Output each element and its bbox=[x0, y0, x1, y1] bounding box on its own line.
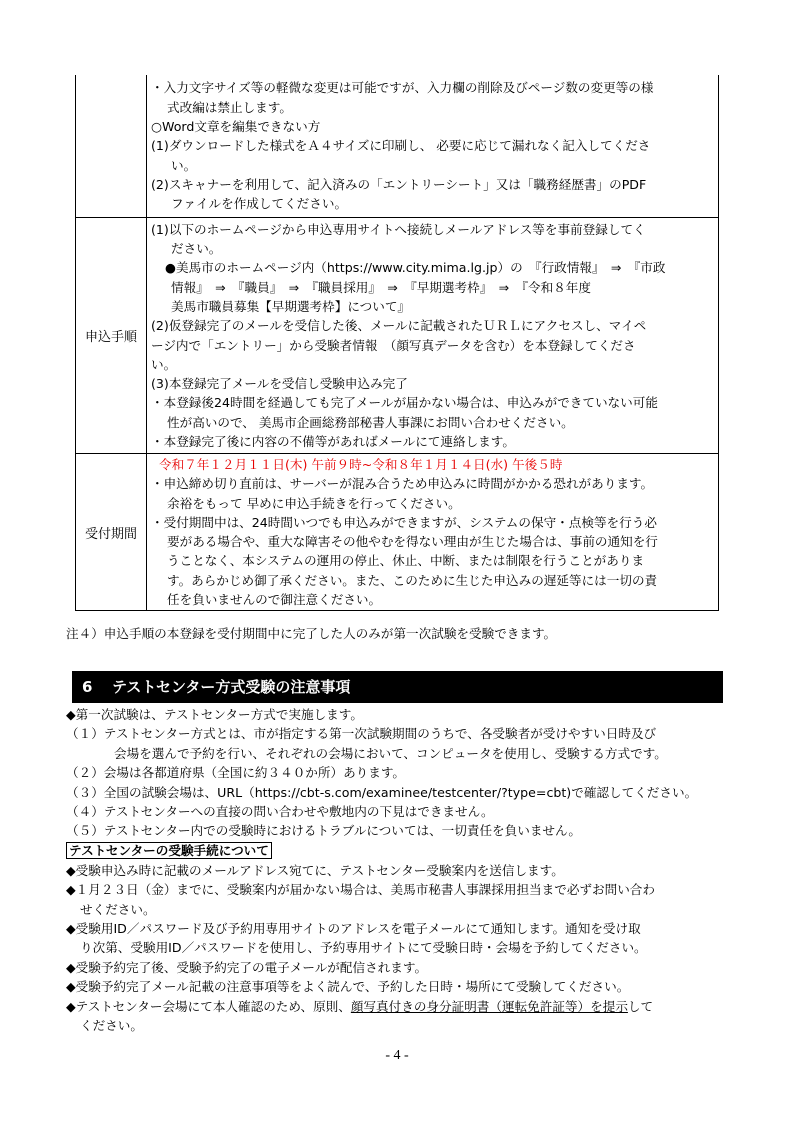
bullet-item-line: り次第、受験用ID／パスワードを使用し、予約専用サイトにて受験日時・会場を予約してください。 bbox=[80, 940, 647, 956]
row-label bbox=[76, 75, 147, 218]
bullet-item-line: ◆１月２３日（金）までに、受験案内が届かない場合は、美馬市秘書人事課採用担当まで必ずお問い合わ bbox=[66, 882, 655, 898]
content-line: (3)本登録完了メールを受信し受験申込み完了 bbox=[151, 376, 408, 392]
section-number: 6 bbox=[82, 678, 93, 696]
numbered-item-line: （４）テストセンターへの直接の問い合わせや敷地内の下見はできません。 bbox=[66, 804, 494, 820]
bullet-item bbox=[66, 977, 732, 996]
content-line: ●美馬市のホームページ内（https://www.city.mima.lg.jp）の 『行政情報』 ⇒ 『市政 bbox=[165, 260, 666, 276]
content-line: 式改編は禁止します。 bbox=[167, 99, 292, 115]
row-content-application-procedure bbox=[147, 218, 719, 454]
id-check-after: して bbox=[627, 998, 654, 1014]
numbered-item bbox=[66, 821, 732, 840]
section-title: テストセンター方式受験の注意事項 bbox=[112, 678, 351, 696]
reception-period-notes bbox=[151, 474, 714, 609]
table-row-application-procedure bbox=[76, 218, 719, 454]
bullet-item-line: ◆受験予約完了後、受験予約完了の電子メールが配信されます。 bbox=[66, 959, 428, 975]
numbered-list bbox=[66, 724, 732, 840]
numbered-item-line: （５）テストセンター内での受験時におけるトラブルについては、一切責任を負いません。 bbox=[66, 823, 581, 839]
content-line: ・本登録完了後に内容の不備等があればメールにて連絡します。 bbox=[151, 433, 515, 449]
section-body bbox=[66, 705, 732, 1036]
content-line: 要がある場合や、重大な障害その他やむを得ない理由が生じた場合は、事前の通知を行 bbox=[167, 534, 658, 550]
table-row-continuation bbox=[76, 75, 719, 218]
application-table bbox=[75, 75, 719, 611]
section-intro: ◆第一次試験は、テストセンター方式で実施します。 bbox=[66, 707, 363, 722]
bullet-item bbox=[66, 861, 732, 880]
numbered-item-line: （１）テストセンター方式とは、市が指定する第一次試験期間のうちで、各受験者が受けやすい日時及び bbox=[66, 726, 657, 742]
content-line: ・入力文字サイズ等の軽微な変更は可能ですが、入力欄の削除及びページ数の変更等の様 bbox=[151, 80, 654, 96]
content-line: ・受付期間中は、24時間いつでも申込みができますが、システムの保守・点検等を行う必 bbox=[151, 514, 657, 530]
numbered-item bbox=[66, 763, 732, 782]
bullet-list bbox=[66, 861, 732, 997]
bullet-item bbox=[66, 919, 732, 958]
id-check-underlined: 顔写真付きの身分証明書（運転免許証等）を提示 bbox=[350, 998, 628, 1014]
content-line: い。 bbox=[151, 356, 177, 372]
content-line: ージ内で「エントリー」から受験者情報 （顔写真データを含む）を本登録してくださ bbox=[151, 337, 636, 353]
page-number: - 4 - bbox=[385, 1048, 409, 1063]
numbered-item bbox=[66, 802, 732, 821]
subheading-test-center-procedure: テストセンターの受験手続について bbox=[66, 842, 272, 859]
content-line: うことなく、本システムの運用の停止、休止、中断、または制限を行うことがありま bbox=[167, 553, 645, 569]
content-line: (2)仮登録完了のメールを受信した後、メールに記載されたＵＲＬにアクセスし、マイペ bbox=[151, 318, 647, 334]
content-line: 情報』 ⇒ 『職員』 ⇒ 『職員採用』 ⇒ 『早期選考枠』 ⇒ 『令和８年度 bbox=[171, 279, 591, 295]
numbered-item-line: 会場を選んで予約を行い、それぞれの会場において、コンピュータを使用し、受験する方式です。 bbox=[114, 745, 667, 761]
row-label-reception-period: 受付期間 bbox=[76, 454, 147, 611]
content-line: ○Word文章を編集できない方 bbox=[151, 119, 321, 135]
content-line: 性が高いので、 美馬市企画総務部秘書人事課にお問い合わせください。 bbox=[167, 414, 574, 430]
content-line: 任を負いませんので御注意ください。 bbox=[167, 592, 382, 608]
id-check-text: ◆テストセンター会場にて本人確認のため、原則、 bbox=[66, 998, 351, 1014]
id-check-continuation: ください。 bbox=[80, 1018, 143, 1034]
numbered-item bbox=[66, 783, 732, 802]
content-line: ファイルを作成してください。 bbox=[171, 196, 348, 212]
bullet-item bbox=[66, 880, 732, 919]
table-row-reception-period bbox=[76, 454, 719, 611]
content-line: (1)ダウンロードした様式をＡ４サイズに印刷し、 必要に応じて漏れなく記入してくださ bbox=[151, 138, 651, 154]
content-line: ・本登録後24時間を経過しても完了メールが届かない場合は、申込みができていない可能 bbox=[151, 395, 658, 411]
row-content bbox=[147, 75, 719, 218]
numbered-item bbox=[66, 724, 732, 763]
bullet-item-line: せください。 bbox=[80, 901, 156, 917]
content-line: 余裕をもって 早めに申込手続きを行ってください。 bbox=[167, 495, 461, 511]
section-heading bbox=[72, 671, 723, 703]
content-line: (1)以下のホームページから申込専用サイトへ接続しメールアドレス等を事前登録してく bbox=[151, 221, 646, 237]
numbered-item-line: （２）会場は各都道府県（全国に約３４０か所）あります。 bbox=[66, 765, 406, 781]
numbered-item-line: （３）全国の試験会場は、URL（https://cbt-s.com/examinee/testcenter/?type=cbt)で確認してください。 bbox=[66, 784, 698, 800]
content-line: す。あらかじめ御了承ください。また、このために生じた申込みの遅延等には一切の責 bbox=[167, 572, 658, 588]
content-line: い。 bbox=[171, 157, 197, 173]
bullet-item-id-check bbox=[66, 997, 732, 1036]
bullet-item bbox=[66, 958, 732, 977]
bullet-item-line: ◆受験用ID／パスワード及び予約用専用サイトのアドレスを電子メールにて通知します。通知を受け取 bbox=[66, 921, 641, 937]
content-line: ださい。 bbox=[171, 241, 222, 257]
reception-period-dates: 令和７年１２月１１日(木) 午前９時~令和８年１月１４日(水) 午後５時 bbox=[159, 457, 563, 472]
row-content-reception-period bbox=[147, 454, 719, 611]
bullet-item-line: ◆受験予約完了メール記載の注意事項等をよく読んで、予約した日時・場所にて受験してください。 bbox=[66, 979, 630, 995]
row-label-application-procedure: 申込手順 bbox=[76, 218, 147, 454]
content-line: (2)スキャナーを利用して、記入済みの「エントリーシート」又は「職務経歴書」のPDF bbox=[151, 176, 647, 192]
content-line: 美馬市職員募集【早期選考枠】について』 bbox=[171, 298, 411, 314]
note-4: 注４）申込手順の本登録を受付期間中に完了した人のみが第一次試験を受験できます。 bbox=[66, 626, 557, 641]
content-line: ・申込締め切り直前は、サーバーが混み合うため申込みに時間がかかる恐れがあります。 bbox=[151, 476, 654, 492]
bullet-item-line: ◆受験申込み時に記載のメールアドレス宛てに、テストセンター受験案内を送信します。 bbox=[66, 862, 564, 878]
